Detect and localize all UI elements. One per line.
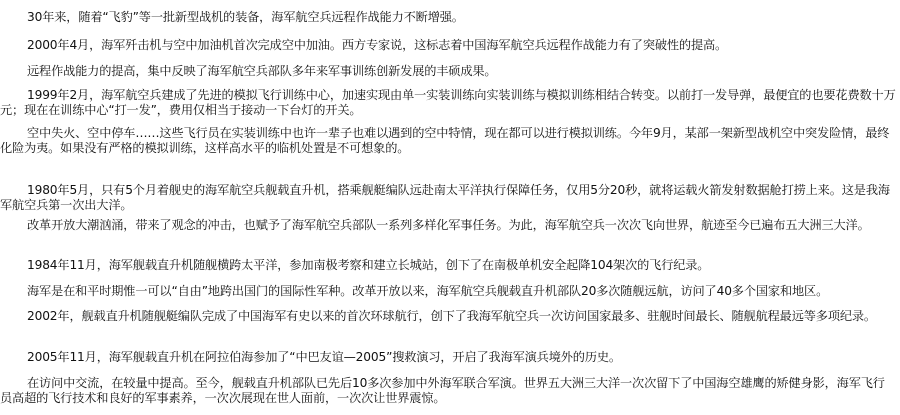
paragraph-3: 远程作战能力的提高，集中反映了海军航空兵部队多年来军事训练创新发展的丰硕成果。	[27, 64, 497, 78]
paragraph-6: 1980年5月，只有5个月着舰史的海军航空兵舰载直升机，搭乘舰艇编队远赴南太平洋执行保障任务，仅用5分20秒，就将运载火箭发射数据舱打捞上来。这是我海军航空兵第一次出大洋。	[0, 183, 890, 212]
paragraph-4: 1999年2月，海军航空兵建成了先进的模拟飞行训练中心，加速实现由单一实装训练向实装训练与模拟训练相结合转变。以前打一发导弹，最便宜的也要花费数十万元；现在在训练中心“打一发”，费用仅相当于接动一下台灯的开关。	[0, 88, 896, 117]
paragraph-2: 2000年4月，海军歼击机与空中加油机首次完成空中加油。西方专家说，这标志着中国海军航空兵远程作战能力有了突破性的提高。	[27, 38, 728, 52]
paragraph-7: 改革开放大潮汹涌，带来了观念的冲击，也赋予了海军航空兵部队一系列多样化军事任务。为此，海军航空兵一次次飞向世界，航迹至今已遍布五大洲三大洋。	[27, 218, 870, 232]
paragraph-11: 2005年11月，海军舰载直升机在阿拉伯海参加了“中巴友谊—2005”搜救演习，开启了我海军演兵境外的历史。	[27, 350, 621, 364]
paragraph-1: 30年来，随着“飞豹”等一批新型战机的装备，海军航空兵远程作战能力不断增强。	[27, 10, 464, 24]
paragraph-12: 在访问中交流，在较量中提高。至今，舰载直升机部队已先后10多次参加中外海军联合军演。世界五大洲三大洋一次次留下了中国海空雄鹰的矫健身影，海军飞行员高超的飞行技术和良好的军事素养，一次次展现在世人面前，一次次让世界震惊。	[0, 376, 885, 405]
paragraph-8: 1984年11月，海军舰载直升机随舰横跨太平洋，参加南极考察和建立长城站，创下了在南极单机安全起降104架次的飞行纪录。	[27, 258, 710, 272]
paragraph-5: 空中失火、空中停车……这些飞行员在实装训练中也许一辈子也难以遇到的空中特情，现在都可以进行模拟训练。今年9月，某部一架新型战机空中突发险情，最终化险为夷。如果没有严格的模拟训练，这样高水平的临机处置是不可想象的。	[0, 126, 890, 155]
paragraph-9: 海军是在和平时期惟一可以“自由”地跨出国门的国际性军种。改革开放以来，海军航空兵舰载直升机部队20多次随舰远航，访问了40多个国家和地区。	[27, 284, 829, 298]
paragraph-10: 2002年，舰载直升机随舰艇编队完成了中国海军有史以来的首次环球航行，创下了我海军航空兵一次访问国家最多、驻舰时间最长、随舰航程最远等多项纪录。	[27, 309, 876, 323]
